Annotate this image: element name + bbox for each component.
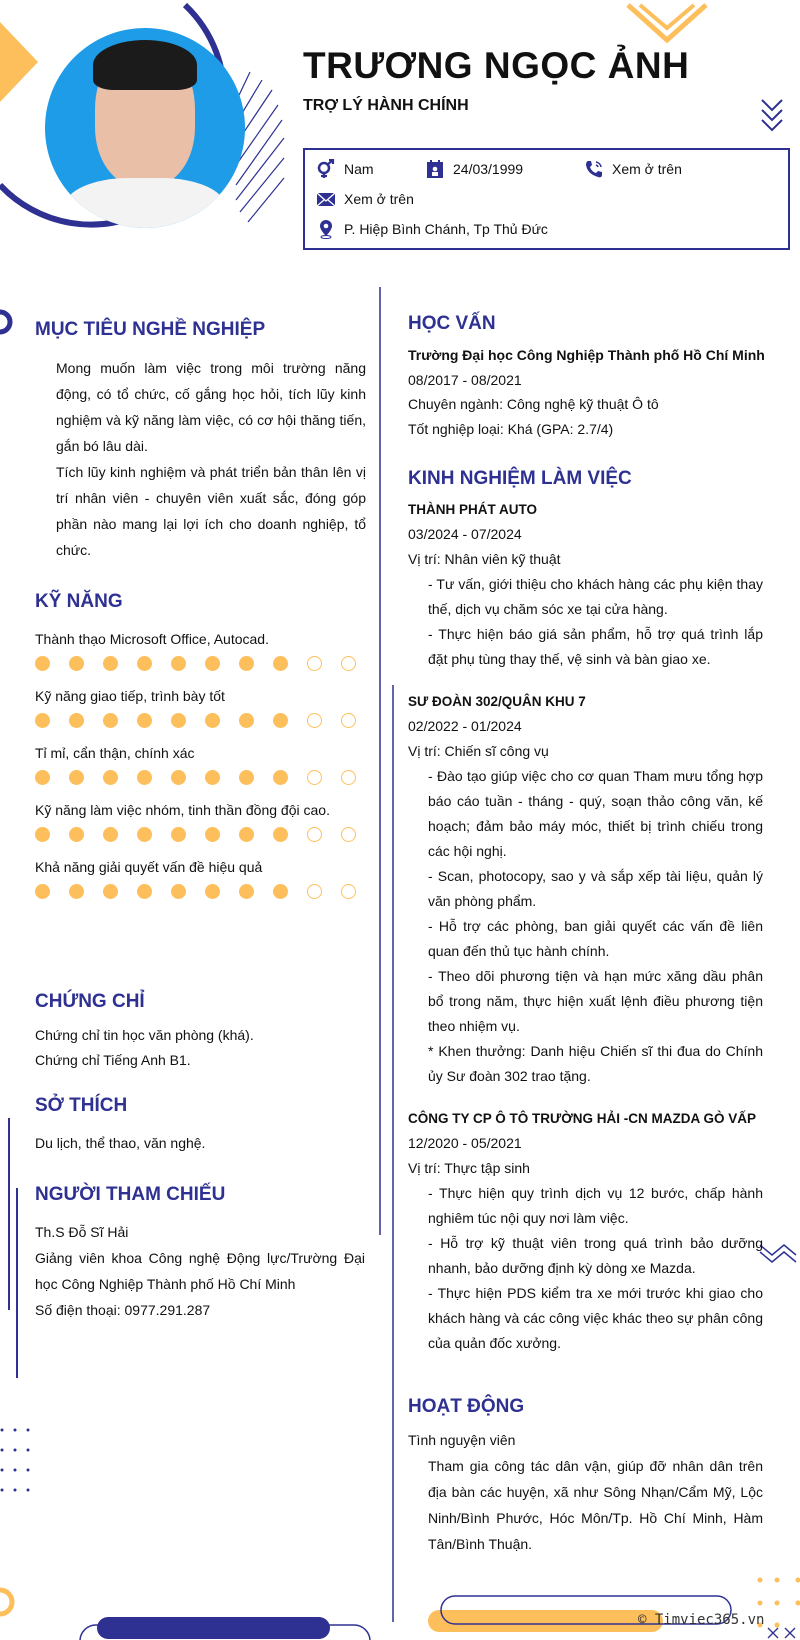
job-entry [408, 689, 763, 1089]
rating-dot-filled [69, 656, 84, 671]
rating-dot-filled [205, 884, 220, 899]
rating-dot-filled [171, 827, 186, 842]
job-title: TRỢ LÝ HÀNH CHÍNH [303, 97, 469, 114]
rating-dot-filled [273, 770, 288, 785]
skill-rating [35, 884, 365, 899]
objective-heading: MỤC TIÊU NGHỀ NGHIỆP [35, 319, 266, 340]
gender-icon [316, 159, 336, 179]
rating-dot-empty [307, 884, 322, 899]
rating-dot-filled [103, 656, 118, 671]
rating-dot-filled [103, 884, 118, 899]
rating-dot-filled [273, 827, 288, 842]
skill-item [35, 627, 365, 671]
rating-dot-filled [171, 884, 186, 899]
birthday-field: 24/03/1999 [425, 159, 523, 179]
rating-dot-empty [341, 827, 356, 842]
rating-dot-empty [341, 713, 356, 728]
experience-list [408, 497, 763, 1373]
rating-dot-filled [35, 884, 50, 899]
rating-dot-filled [273, 656, 288, 671]
job-period: 03/2024 - 07/2024 [408, 526, 522, 542]
location-pin-icon [316, 219, 336, 239]
job-detail: - Thực hiện PDS kiểm tra xe mới trước khi giao cho khách hàng và các công việc khác theo sự phân công của quản đốc xưởng. [428, 1285, 763, 1351]
rating-dot-filled [205, 827, 220, 842]
calendar-icon [425, 159, 445, 179]
rating-dot-filled [35, 656, 50, 671]
rating-dot-filled [137, 884, 152, 899]
rating-dot-filled [273, 713, 288, 728]
rating-dot-empty [341, 770, 356, 785]
hobbies-text: Du lịch, thể thao, văn nghệ. [35, 1135, 206, 1151]
job-entry [408, 497, 763, 672]
rating-dot-filled [239, 884, 254, 899]
rating-dot-filled [239, 770, 254, 785]
job-detail: - Tư vấn, giới thiệu cho khách hàng các phụ kiện thay thế, dịch vụ chăm sóc xe tại cửa hàng. [428, 576, 763, 617]
rating-dot-filled [205, 713, 220, 728]
rating-dot-filled [69, 827, 84, 842]
certificates-list: Chứng chỉ tin học văn phòng (khá). Chứng chỉ Tiếng Anh B1. [35, 1027, 254, 1068]
rating-dot-filled [137, 656, 152, 671]
rating-dot-empty [307, 713, 322, 728]
activities-heading: HOẠT ĐỘNG [408, 1396, 525, 1417]
job-detail: - Thực hiện quy trình dịch vụ 12 bước, chấp hành nghiêm túc nội quy nơi làm việc. [428, 1185, 763, 1226]
profile-photo [45, 28, 245, 228]
rating-dot-filled [103, 770, 118, 785]
email-field: Xem ở trên [316, 189, 414, 209]
skill-label: Khả năng giải quyết vấn đề hiệu quả [35, 859, 263, 875]
rating-dot-filled [205, 656, 220, 671]
skill-rating [35, 827, 365, 842]
rating-dot-empty [307, 770, 322, 785]
skills-list [35, 627, 365, 912]
education-heading: HỌC VẤN [408, 313, 496, 334]
experience-heading: KINH NGHIỆM LÀM VIỆC [408, 468, 632, 489]
job-company: SƯ ĐOÀN 302/QUÂN KHU 7 [408, 694, 586, 709]
rating-dot-filled [35, 827, 50, 842]
skill-item [35, 741, 365, 785]
skill-rating [35, 713, 365, 728]
rating-dot-filled [205, 770, 220, 785]
references-text: Th.S Đỗ Sĩ Hải Giảng viên khoa Công nghệ Động lực/Trường Đại học Công Nghiệp Thành phố Hồ Chí Minh Số điện thoại: 0977.291.287 [35, 1224, 365, 1318]
skill-label: Tỉ mỉ, cẩn thận, chính xác [35, 745, 195, 761]
rating-dot-filled [239, 656, 254, 671]
job-company: CÔNG TY CP Ô TÔ TRƯỜNG HẢI -CN MAZDA GÒ VẤP [408, 1111, 756, 1126]
job-detail: - Hỗ trợ kỹ thuật viên trong quá trình bảo dưỡng nhanh, bảo dưỡng định kỳ dòng xe Mazda. [428, 1235, 763, 1276]
rating-dot-filled [171, 656, 186, 671]
job-detail: - Đào tạo giúp việc cho cơ quan Tham mưu tổng hợp báo cáo tuần - tháng - quý, soạn thảo công văn, kế hoạch; đảm bảo máy móc, thiết bị trình chiếu trong các hội nghị. [428, 768, 763, 859]
rating-dot-filled [171, 713, 186, 728]
job-detail: - Hỗ trợ các phòng, ban giải quyết các vấn đề liên quan đến thủ tục hành chính. [428, 918, 763, 959]
rating-dot-filled [273, 884, 288, 899]
phone-icon [584, 159, 604, 179]
job-detail: - Theo dõi phương tiện và hạn mức xăng dầu phân bổ trong năm, thực hiện xuất lệnh điều phương tiện theo nhiệm vụ. [428, 968, 763, 1034]
rating-dot-empty [341, 884, 356, 899]
rating-dot-empty [341, 656, 356, 671]
rating-dot-filled [171, 770, 186, 785]
job-role: Vị trí: Chiến sĩ công vụ [408, 743, 549, 759]
candidate-name: TRƯƠNG NGỌC ẢNH [303, 45, 690, 86]
rating-dot-filled [239, 713, 254, 728]
objective-text: Mong muốn làm việc trong môi trường năng động, có tổ chức, cố gắng học hỏi, tích lũy kinh nghiệm và kỹ năng làm việc, có cơ hội thăng tiến, gắn bó lâu dài. Tích lũy kinh nghiệm và phát triển bản thân lên vị trí nhân viên - chuyên viên xuất sắc, đóng góp phần nào mang lại lợi ích cho doanh nghiệp, tổ chức. [56, 360, 366, 558]
rating-dot-filled [69, 713, 84, 728]
job-role: Vị trí: Nhân viên kỹ thuật [408, 551, 561, 567]
job-entry [408, 1106, 763, 1356]
skill-label: Kỹ năng làm việc nhóm, tinh thần đồng đội cao. [35, 802, 330, 818]
rating-dot-filled [35, 713, 50, 728]
rating-dot-empty [307, 827, 322, 842]
job-detail: * Khen thưởng: Danh hiệu Chiến sĩ thi đua do Chính ủy Sư đoàn 302 trao tặng. [428, 1043, 763, 1084]
references-heading: NGƯỜI THAM CHIẾU [35, 1184, 226, 1205]
skill-rating [35, 656, 365, 671]
gender-field: Nam [316, 159, 374, 179]
rating-dot-filled [69, 770, 84, 785]
job-role: Vị trí: Thực tập sinh [408, 1160, 530, 1176]
mail-icon [316, 189, 336, 209]
rating-dot-filled [103, 713, 118, 728]
skill-item [35, 798, 365, 842]
skill-label: Thành thạo Microsoft Office, Autocad. [35, 631, 269, 647]
copyright: © Timviec365.vn [638, 1612, 765, 1628]
job-company: THÀNH PHÁT AUTO [408, 502, 537, 517]
certificates-heading: CHỨNG CHỈ [35, 991, 145, 1012]
rating-dot-empty [307, 656, 322, 671]
activities-text: Tình nguyện viên Tham gia công tác dân vận, giúp đỡ nhân dân trên địa bàn các huyện, xã như Sông Nhạn/Cẩm Mỹ, Lộc Ninh/Bình Phước, Hóc Môn/Tp. Hồ Chí Minh, Hàm Tân/Bình Thuận. [408, 1432, 763, 1552]
rating-dot-filled [103, 827, 118, 842]
rating-dot-filled [35, 770, 50, 785]
skill-label: Kỹ năng giao tiếp, trình bày tốt [35, 688, 225, 704]
rating-dot-filled [137, 713, 152, 728]
hobbies-heading: SỞ THÍCH [35, 1095, 128, 1116]
skill-item [35, 855, 365, 899]
skill-rating [35, 770, 365, 785]
rating-dot-filled [239, 827, 254, 842]
skills-heading: KỸ NĂNG [35, 591, 123, 612]
skill-item [35, 684, 365, 728]
education-text: Trường Đại học Công Nghiệp Thành phố Hồ Chí Minh 08/2017 - 08/2021 Chuyên ngành: Công nghệ kỹ thuật Ô tô Tốt nghiệp loại: Khá (GPA: 2.7/4) [408, 347, 765, 437]
rating-dot-filled [137, 770, 152, 785]
job-detail: - Thực hiện báo giá sản phẩm, hỗ trợ quá trình lắp đặt phụ tùng thay thế, vệ sinh và bàn giao xe. [428, 626, 763, 667]
rating-dot-filled [137, 827, 152, 842]
job-detail: - Scan, photocopy, sao y và sắp xếp tài liệu, quản lý văn phòng phẩm. [428, 868, 763, 909]
rating-dot-filled [69, 884, 84, 899]
address-field: P. Hiệp Bình Chánh, Tp Thủ Đức [316, 219, 548, 239]
job-period: 02/2022 - 01/2024 [408, 718, 522, 734]
job-period: 12/2020 - 05/2021 [408, 1135, 522, 1151]
phone-field: Xem ở trên [584, 159, 682, 179]
